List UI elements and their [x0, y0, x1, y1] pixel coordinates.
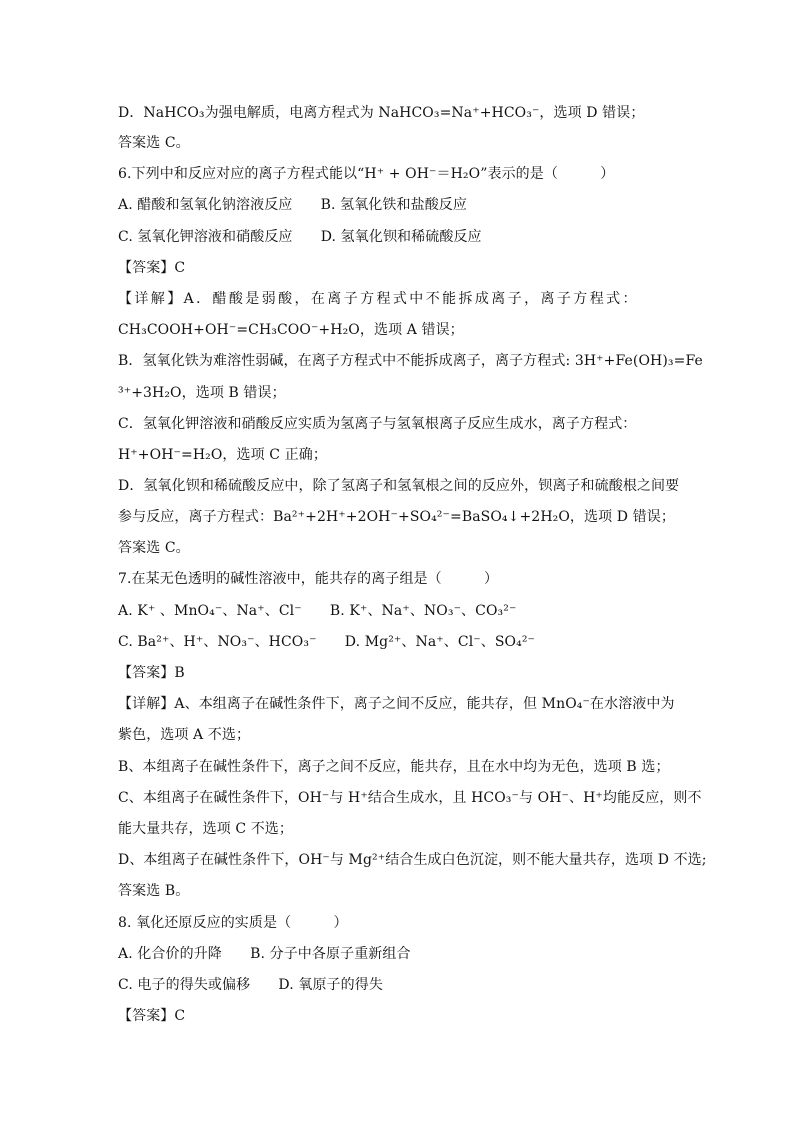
q6-options-row2: C. 氢氧化钾溶液和硝酸反应 D. 氢氧化钡和稀硫酸反应	[118, 229, 482, 245]
q6-stem: 6.下列中和反应对应的离子方程式能以“H⁺ + OH⁻＝H₂O”表示的是（ ）	[118, 166, 615, 182]
q8-options-row2: C. 电子的得失或偏移 D. 氧原子的得失	[118, 977, 383, 993]
q6-explanation-8: 参与反应，离子方程式：Ba²⁺+2H⁺+2OH⁻+SO₄²⁻=BaSO₄↓+2H₂O，选项 D 错误；	[118, 509, 675, 525]
q5-answer-line: 答案选 C。	[118, 135, 190, 151]
q6-answer: 【答案】C	[118, 260, 186, 276]
q6-explanation-4: ³⁺+3H₂O，选项 B 错误；	[118, 385, 286, 401]
q6-explanation-1: 【详解】A．醋酸是弱酸，在离子方程式中不能拆成离子，离子方程式：	[118, 291, 639, 307]
q7-explanation-3: B、本组离子在碱性条件下，离子之间不反应，能共存，且在水中均为无色，选项 B 选；	[118, 759, 670, 775]
q6-options-row1: A. 醋酸和氢氧化钠溶液反应 B. 氢氧化铁和盐酸反应	[118, 197, 467, 213]
q7-options-row2: C. Ba²⁺、H⁺、NO₃⁻、HCO₃⁻ D. Mg²⁺、Na⁺、Cl⁻、SO₄²⁻	[118, 634, 536, 650]
q7-options-row1: A. K⁺ 、MnO₄⁻、Na⁺、Cl⁻ B. K⁺、Na⁺、NO₃⁻、CO₃²⁻	[118, 603, 517, 619]
q7-explanation-1: 【详解】A、本组离子在碱性条件下，离子之间不反应，能共存，但 MnO₄⁻在水溶液中为	[118, 696, 675, 712]
q7-answer-line: 答案选 B。	[118, 883, 190, 899]
q6-answer-line: 答案选 C。	[118, 540, 190, 556]
q5-option-d-explanation: D．NaHCO₃为强电解质，电离方程式为 NaHCO₃=Na⁺+HCO₃⁻，选项 D 错误；	[118, 105, 645, 121]
q8-options-row1: A. 化合价的升降 B. 分子中各原子重新组合	[118, 946, 411, 962]
q7-stem: 7.在某无色透明的碱性溶液中，能共存的离子组是（ ）	[118, 571, 499, 587]
q6-explanation-2: CH₃COOH+OH⁻=CH₃COO⁻+H₂O，选项 A 错误；	[118, 322, 464, 338]
q7-explanation-5: 能大量共存，选项 C 不选；	[118, 821, 294, 837]
q7-explanation-6: D、本组离子在碱性条件下，OH⁻与 Mg²⁺结合生成白色沉淀，则不能大量共存，选项 D 不选;	[118, 852, 707, 868]
q7-answer: 【答案】B	[118, 665, 185, 681]
q6-explanation-5: C．氢氧化钾溶液和硝酸反应实质为氢离子与氢氧根离子反应生成水，离子方程式：	[118, 416, 637, 432]
q8-stem: 8. 氧化还原反应的实质是（ ）	[118, 915, 348, 931]
q6-explanation-3: B．氢氧化铁为难溶性弱碱，在离子方程式中不能拆成离子，离子方程式: 3H⁺+Fe(OH)₃=Fe	[118, 353, 703, 369]
q7-explanation-4: C、本组离子在碱性条件下，OH⁻与 H⁺结合生成水，且 HCO₃⁻与 OH⁻、H⁺均能反应，则不	[118, 790, 702, 806]
q6-explanation-6: H⁺+OH⁻=H₂O，选项 C 正确；	[118, 447, 327, 463]
q8-answer: 【答案】C	[118, 1008, 186, 1024]
q7-explanation-2: 紫色，选项 A 不选；	[118, 727, 251, 743]
q6-explanation-7: D．氢氧化钡和稀硫酸反应中，除了氢离子和氢氧根之间的反应外，钡离子和硫酸根之间要	[118, 478, 680, 494]
